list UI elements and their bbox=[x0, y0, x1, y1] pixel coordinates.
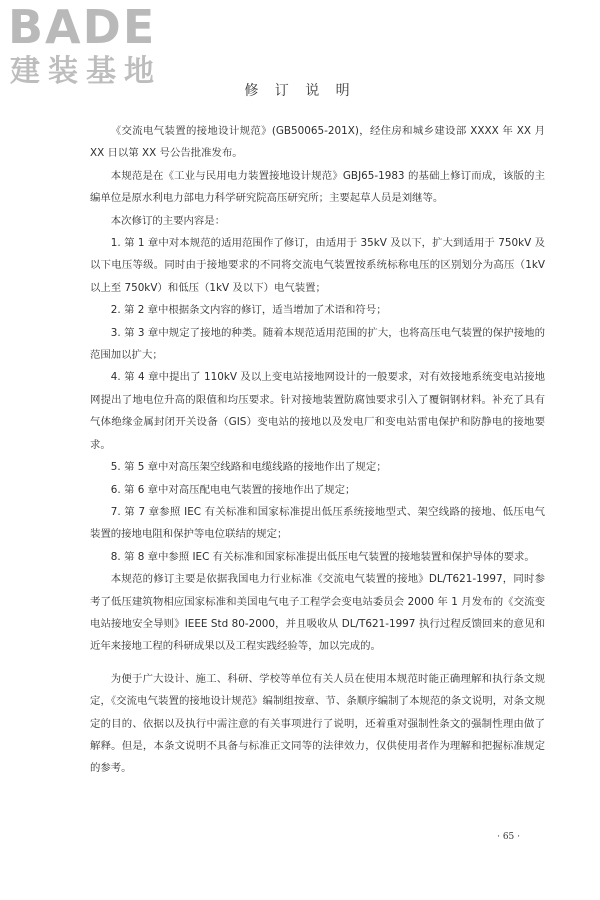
list-item-1: 1. 第 1 章中对本规范的适用范围作了修订，由适用于 35kV 及以下，扩大到适用于 750kV 及以下电压等级。同时由于接地要求的不同将交流电气装置按系统标称电压的区别划分为高压（1kV 以上至 750kV）和低压（1kV 及以下）电气装置； bbox=[90, 237, 545, 294]
list-item-6: 6. 第 6 章中对高压配电电气装置的接地作出了规定； bbox=[110, 483, 356, 496]
list-item-7: 7. 第 7 章参照 IEC 有关标准和国家标准提出低压系统接地型式、架空线路的接地、低压电气装置的接地电阻和保护等电位联结的规定； bbox=[90, 505, 545, 541]
list-item-4: 4. 第 4 章中提出了 110kV 及以上变电站接地网设计的一般要求，对有效接地系统变电站接地网提出了地电位升高的限值和均压要求。针对接地装置防腐蚀要求引入了覆铜钢材料。补充了具有气体绝缘金属封闭开关设备（GIS）变电站的接地以及发电厂和变电站雷电保护和防静电的接地要求。 bbox=[90, 371, 545, 451]
page-title: 修 订 说 明 bbox=[244, 83, 356, 99]
logo-subtitle: 建装基地 bbox=[10, 54, 162, 89]
paragraph-basis: 本规范是在《工业与民用电力装置接地设计规范》GBJ65-1983 的基础上修订而成，该版的主编单位是原水利电力部电力科学研究院高压研究所；主要起草人员是刘继等。 bbox=[90, 169, 545, 205]
paragraph-intro: 本次修订的主要内容是： bbox=[110, 214, 226, 227]
document-body bbox=[90, 120, 545, 780]
paragraph-references: 本规范的修订主要是依据我国电力行业标准《交流电气装置的接地》DL/T621-1997，同时参考了低压建筑物相应国家标准和美国电气电子工程学会变电站委员会 2000 年 1 月发布的《交流变电站接地安全导则》IEEE Std 80-2000，并且吸收从 DL/T621-1997 执行过程反馈回来的意见和近年来接地工程的科研成果以及工程实践经验等，加以完成的。 bbox=[90, 573, 545, 653]
paragraph-publication: 《交流电气装置的接地设计规范》(GB50065-201X)，经住房和城乡建设部 XXXX 年 XX 月 XX 日以第 XX 号公告批准发布。 bbox=[90, 125, 545, 160]
page-number: · 65 · bbox=[497, 832, 520, 842]
list-item-8: 8. 第 8 章中参照 IEC 有关标准和国家标准提出低压电气装置的接地装置和保护导体的要求。 bbox=[110, 550, 535, 563]
logo-brand: BADE bbox=[8, 0, 157, 54]
paragraph-usage-note: 为便于广大设计、施工、科研、学校等单位有关人员在使用本规范时能正确理解和执行条文规定，《交流电气装置的接地设计规范》编制组按章、节、条顺序编制了本规范的条文说明，对条文规定的目的、依据以及执行中需注意的有关事项进行了说明，还着重对强制性条文的强制性理由做了解释。但是，本条文说明不具备与标准正文同等的法律效力，仅供使用者作为理解和把握标准规定的参考。 bbox=[90, 672, 545, 775]
list-item-2: 2. 第 2 章中根据条文内容的修订，适当增加了术语和符号； bbox=[110, 304, 387, 317]
list-item-5: 5. 第 5 章中对高压架空线路和电缆线路的接地作出了规定； bbox=[110, 461, 387, 474]
list-item-3: 3. 第 3 章中规定了接地的种类。随着本规范适用范围的扩大，也将高压电气装置的保护接地的范围加以扩大； bbox=[90, 326, 545, 362]
